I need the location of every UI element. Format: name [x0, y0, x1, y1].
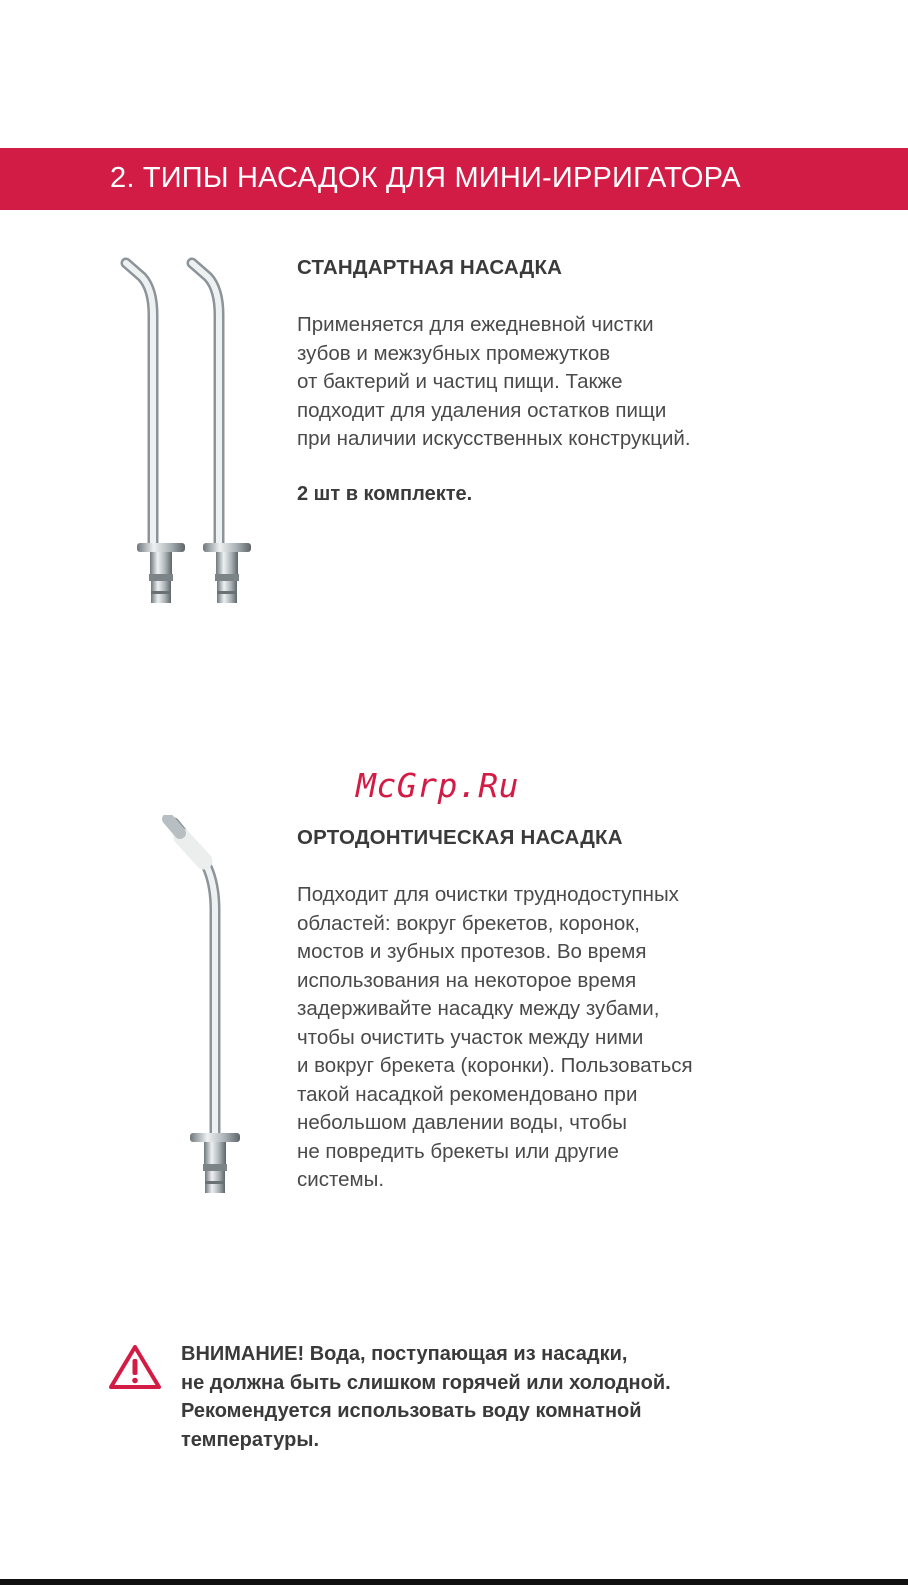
orthodontic-tip-description: Подходит для очистки труднодоступных областей: вокруг брекетов, коронок, мостов и зубных протезов. Во время использования на некоторое время задерживайте насадку между зубами, чтобы очистить участок между ними и вокруг брекета (коронки). Пользоваться такой насадкой рекомендовано при небольшом давлении воды, чтобы не повредить брекеты или другие системы.: [297, 883, 693, 1191]
standard-tip-1: [126, 263, 185, 603]
watermark: McGrp.Ru: [356, 766, 519, 805]
standard-tip-2: [192, 263, 251, 603]
standard-tips-image: [120, 255, 260, 615]
warning-text: ВНИМАНИЕ! Вода, поступающая из насадки, не должна быть слишком горячей или холодной. Рекомендуется использовать воду комнатной температуры.: [181, 1343, 671, 1451]
section-banner: [0, 148, 908, 210]
standard-tip-description: Применяется для ежедневной чистки зубов и межзубных промежутков от бактерий и частиц пищи. Также подходит для удаления остатков пищи при наличии искусственных конструкций.: [297, 313, 691, 450]
standard-tip-quantity: 2 шт в комплекте.: [297, 483, 473, 505]
section-title: 2. ТИПЫ НАСАДОК ДЛЯ МИНИ-ИРРИГАТОРА: [110, 162, 741, 194]
orthodontic-tip-heading: ОРТОДОНТИЧЕСКАЯ НАСАДКА: [297, 826, 623, 849]
warning-triangle-icon: [108, 1344, 162, 1390]
bottom-border: [0, 1579, 908, 1585]
orthodontic-tip-image: [160, 815, 250, 1215]
standard-tip-heading: СТАНДАРТНАЯ НАСАДКА: [297, 256, 563, 279]
